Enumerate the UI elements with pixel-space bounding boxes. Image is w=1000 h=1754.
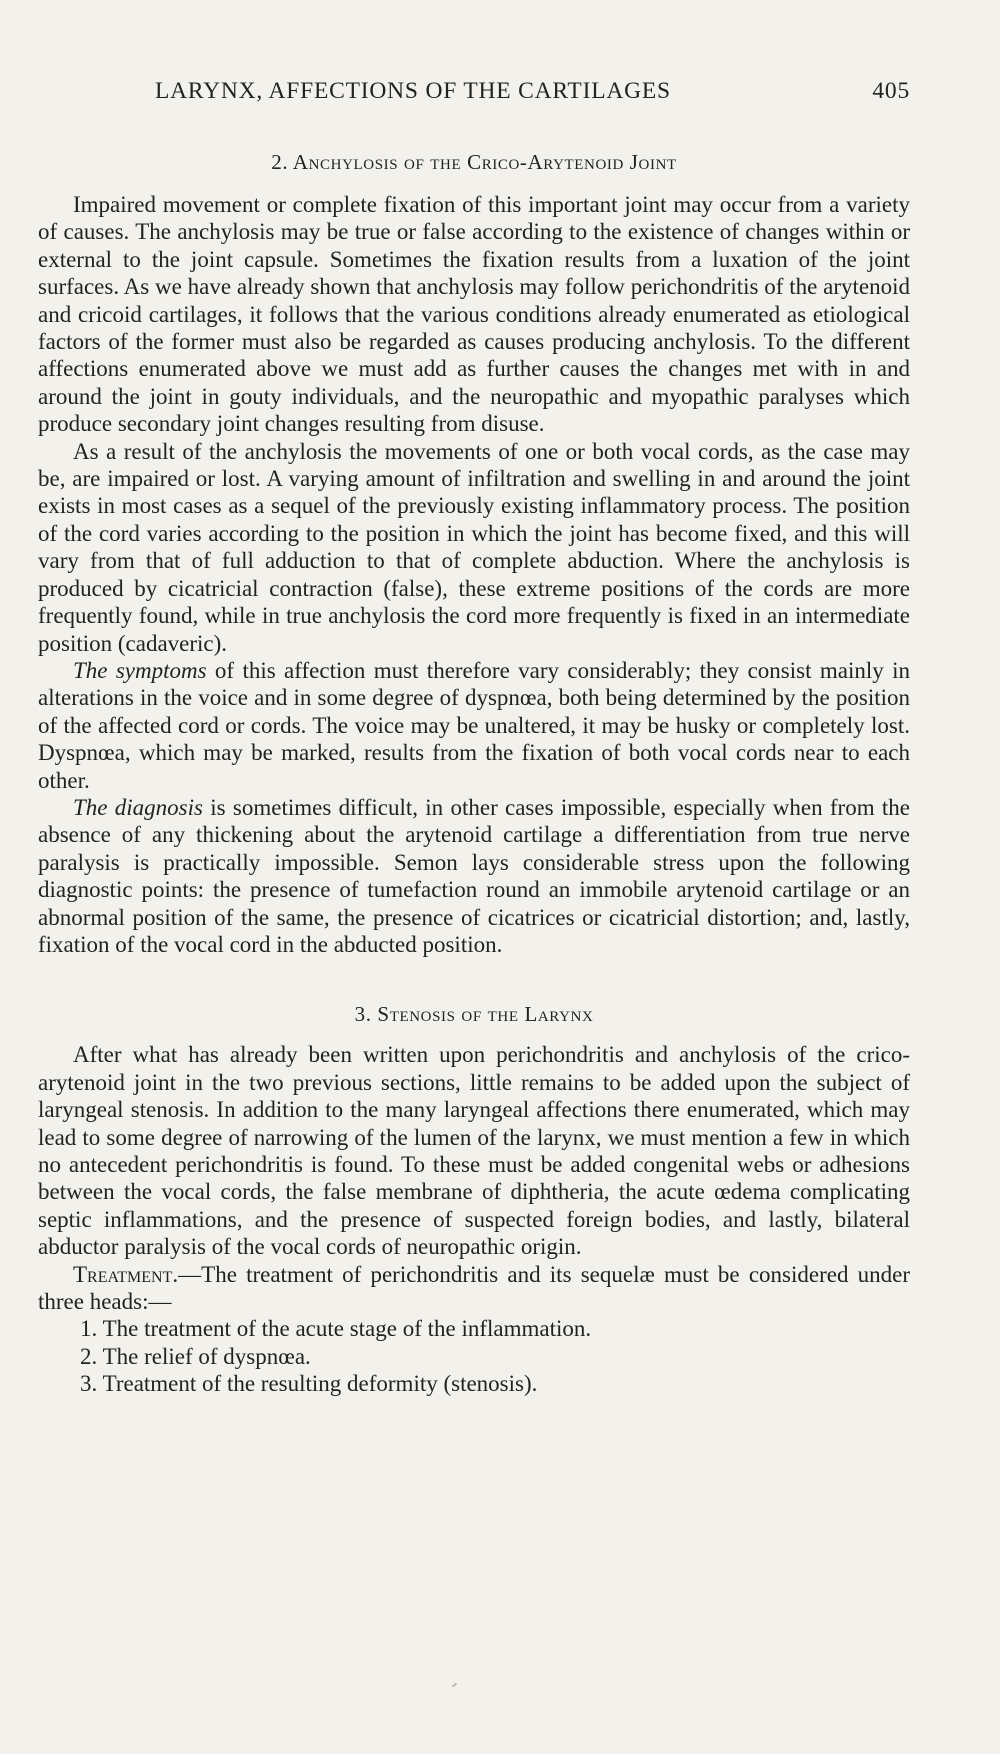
list-item: 3. Treatment of the resulting deformity (stenosis).	[80, 1371, 538, 1397]
paragraph-diagnosis	[38, 794, 910, 958]
symptoms-lead: The symptoms	[73, 657, 207, 683]
page-number: 405	[872, 78, 910, 104]
paragraph-symptoms	[38, 657, 910, 794]
diagnosis-text: is sometimes difficult, in other cases impossible, especially when from the absence of any thickening about the arytenoid cartilage a differentiation from true nerve paralysis is practically impossible. Semon lays considerable stress upon the following diagnostic points: the presence of tumefaction round an immobile arytenoid cartilage or an abnormal position of the same, the presence of cicatrices or cicatricial distortion; and, lastly, fixation of the vocal cord in the abducted position.	[38, 794, 910, 957]
list-item: 1. The treatment of the acute stage of the inflammation.	[80, 1316, 592, 1342]
book-page	[38, 78, 910, 1398]
treatment-list	[38, 1315, 910, 1397]
paragraph-treatment	[38, 1261, 910, 1316]
paragraph-anchylosis-effects: As a result of the anchylosis the movements of one or both vocal cords, as the case may be, are impaired or lost. A varying amount of infiltration and swelling in and around the joint exists in most cases as a sequel of the previously existing inflammatory process. The position of the cord varies according to the position in which the joint has become fixed, and this will vary from that of full adduction to that of complete abduction. Where the anchylosis is produced by cicatricial contraction (false), these extreme positions of the cords are more frequently found, while in true anchylosis the cord more frequently is fixed in an intermediate position (cadaveric).	[38, 438, 910, 656]
running-title: LARYNX, AFFECTIONS OF THE CARTILAGES	[155, 78, 671, 104]
paragraph-stenosis: After what has already been written upon perichondritis and anchylosis of the crico-arytenoid joint in the two previous sections, little remains to be added upon the subject of laryngeal stenosis. In addition to the many laryngeal affections there enumerated, which may lead to some degree of narrowing of the lumen of the larynx, we must mention a few in which no antecedent perichondritis is found. To these must be added congenital webs or adhesions between the vocal cords, the false membrane of diphtheria, the acute œdema complicating septic inflammations, and the presence of suspected foreign bodies, and lastly, bilateral abductor paralysis of the vocal cords of neuropathic origin.	[38, 1042, 910, 1260]
symptoms-text: of this affection must therefore vary considerably; they consist mainly in alterations in the voice and in some degree of dyspnœa, both being determined by the position of the affected cord or cords. The voice may be unaltered, it may be husky or completely lost. Dyspnœa, which may be marked, results from the fixation of both vocal cords near to each other.	[38, 657, 910, 793]
paragraph-anchylosis-causes: Impaired movement or complete fixation of this important joint may occur from a variety of causes. The anchylosis may be true or false according to the existence of changes within or external to the joint capsule. Sometimes the fixation results from a luxation of the joint surfaces. As we have already shown that anchylosis may follow perichondritis of the arytenoid and cricoid cartilages, it follows that the various conditions already enumerated as etiological factors of the former must also be regarded as causes producing anchylosis. To the different affections enumerated above we must add as further causes the changes met with in and around the joint in gouty individuals, and the neuropathic and myopathic paralyses which produce secondary joint changes resulting from disuse.	[38, 192, 910, 437]
diagnosis-lead: The diagnosis	[73, 794, 203, 820]
section-heading-stenosis: 3. Stenosis of the Larynx	[354, 1002, 594, 1027]
treatment-lead: Treatment.	[73, 1261, 179, 1287]
treatment-text: —The treatment of perichondritis and its sequelæ must be considered under three heads:—	[38, 1261, 910, 1315]
section-heading-anchylosis: 2. Anchylosis of the Crico-Arytenoid Joint	[271, 150, 677, 174]
running-header	[38, 78, 910, 118]
list-item: 2. The relief of dyspnœa.	[80, 1343, 311, 1369]
paper-speck	[452, 1683, 457, 1688]
